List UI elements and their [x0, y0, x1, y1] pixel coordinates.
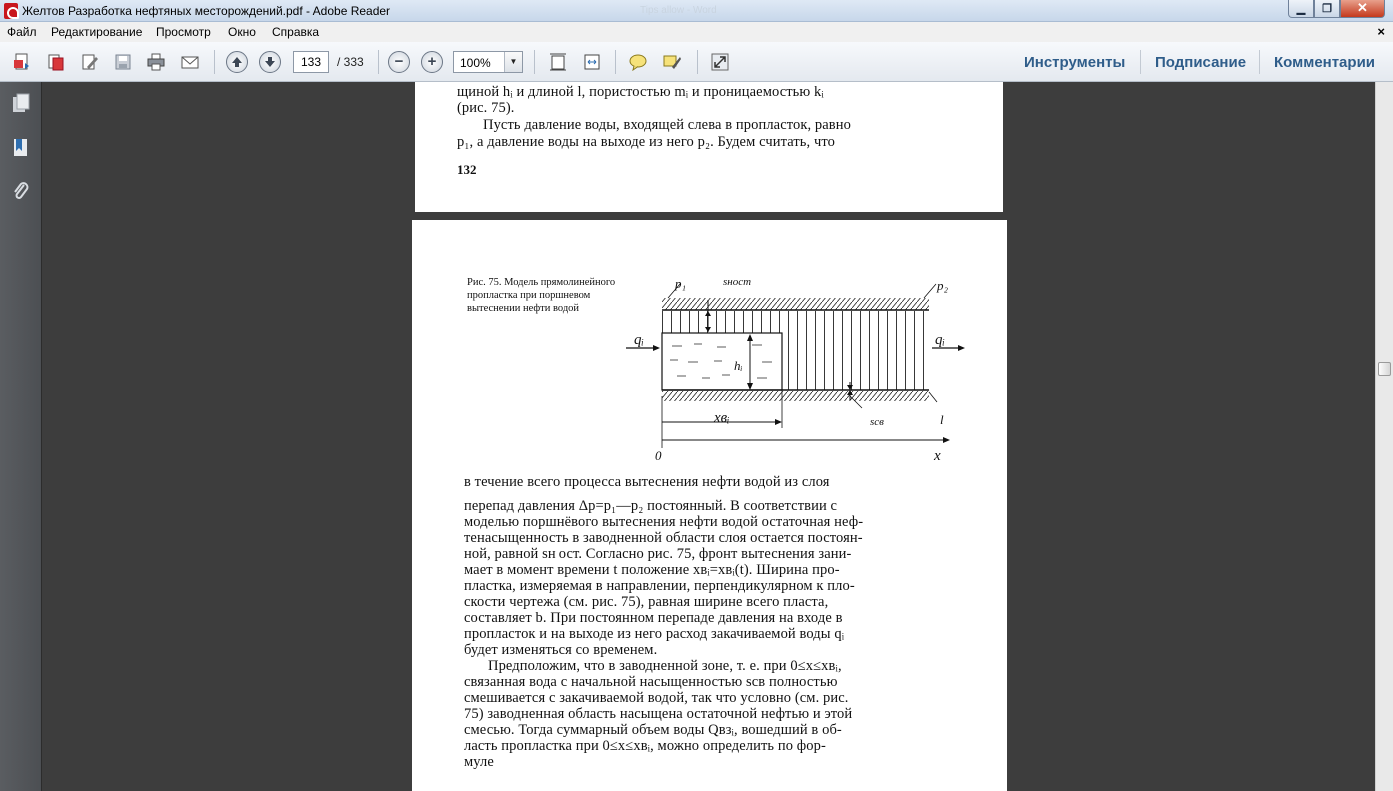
- document-view[interactable]: [42, 82, 1375, 791]
- toolbar-separator: [615, 50, 616, 74]
- toolbar-separator: [378, 50, 379, 74]
- label-qi-right: qᵢ: [935, 332, 945, 348]
- toolbar-separator: [534, 50, 535, 74]
- page-number-label: 132: [457, 162, 477, 177]
- toolbar-separator: [1140, 50, 1141, 74]
- comment-bubble-icon: [629, 53, 647, 71]
- page-text-line: смешивается с закачиваемой водой, так что условно (см. рис.: [464, 690, 849, 706]
- close-window-button[interactable]: [1340, 0, 1385, 18]
- page-number-input[interactable]: 133: [293, 51, 329, 73]
- combine-files-button[interactable]: [44, 51, 68, 73]
- fit-width-button[interactable]: [580, 51, 604, 73]
- page-text-line: p₁, а давление воды на выходе из него p₂. Будем считать, что: [457, 134, 835, 150]
- zoom-in-button[interactable]: +: [421, 51, 443, 73]
- restore-icon: ❐: [1322, 3, 1332, 15]
- menu-view[interactable]: Просмотр: [156, 25, 211, 39]
- water-zone: [662, 333, 782, 390]
- oil-zone: [782, 333, 929, 390]
- label-hi: hᵢ: [734, 358, 743, 373]
- label-s-nost: sност: [723, 276, 752, 288]
- label-p1: p₁: [675, 276, 687, 291]
- page-text-line: Пусть давление воды, входящей слева в пропласток, равно: [483, 117, 851, 133]
- page-text-line: составляет b. При постоянном перепаде давления на входе в: [464, 610, 843, 626]
- label-origin: 0: [655, 448, 662, 463]
- page-text-line: (рис. 75).: [457, 100, 515, 116]
- menu-edit[interactable]: Редактирование: [51, 25, 143, 39]
- ghost-window-text: Tips allow - Word: [640, 5, 717, 16]
- close-document-icon[interactable]: ×: [1377, 24, 1385, 39]
- edit-document-button[interactable]: [78, 51, 102, 73]
- fit-page-icon: [549, 53, 567, 71]
- toolbar-separator: [1259, 50, 1260, 74]
- highlighter-icon: [663, 53, 681, 71]
- label-l: l: [940, 412, 944, 427]
- fit-page-button[interactable]: [546, 51, 570, 73]
- navigation-pane: [0, 82, 42, 791]
- maximize-button[interactable]: [1314, 0, 1340, 18]
- page-text-line: в течение всего процесса вытеснения нефти водой из слоя: [464, 474, 830, 490]
- comments-pane-link[interactable]: Комментарии: [1274, 54, 1376, 71]
- minimize-button[interactable]: [1288, 0, 1314, 18]
- edit-document-icon: [81, 53, 99, 71]
- sign-pane-link[interactable]: Подписание: [1155, 54, 1247, 71]
- page-total: / 333: [337, 55, 364, 69]
- full-screen-button[interactable]: [708, 51, 732, 73]
- expand-icon: [711, 53, 729, 71]
- page-text-line: Предположим, что в заводненной зоне, т. е. при 0≤x≤xвᵢ,: [488, 658, 842, 674]
- residual-oil-zone: [662, 311, 929, 333]
- combine-files-icon: [47, 53, 65, 71]
- window-title: Желтов Разработка нефтяных месторождений.pdf - Adobe Reader: [22, 4, 391, 18]
- figure-caption: Рис. 75. Модель прямолинейного пропластка при поршневом вытеснении нефти водой: [467, 277, 616, 315]
- toolbar-separator: [697, 50, 698, 74]
- adobe-reader-icon: [4, 3, 18, 19]
- bottom-boundary-hatch: [662, 391, 929, 401]
- toolbar-separator: [214, 50, 215, 74]
- menu-window[interactable]: Окно: [228, 25, 256, 39]
- page-text-line: смесью. Тогда суммарный объем воды Qвзᵢ, вошедший в об-: [464, 722, 842, 738]
- menu-help[interactable]: Справка: [272, 25, 320, 39]
- next-page-button[interactable]: [259, 51, 281, 73]
- zoom-value: 100%: [460, 56, 491, 70]
- save-button[interactable]: [111, 51, 135, 73]
- page-text-line: перепад давления Δp=p₁—p₂ постоянный. В соответствии с: [464, 498, 838, 514]
- label-x-axis: x: [934, 448, 941, 464]
- create-pdf-icon: [13, 53, 31, 71]
- pdf-page-133: [412, 220, 1007, 791]
- top-boundary-hatch: [662, 298, 929, 310]
- email-button[interactable]: [178, 51, 202, 73]
- figure-75-diagram: [622, 278, 967, 468]
- zoom-select[interactable]: [453, 51, 523, 73]
- arrow-up-icon: [230, 55, 244, 69]
- attachments-icon[interactable]: [10, 180, 32, 202]
- menu-bar: [0, 22, 1393, 42]
- label-p2: p₂: [937, 278, 949, 293]
- page-text-line: муле: [464, 754, 494, 770]
- zoom-out-button[interactable]: −: [388, 51, 410, 73]
- pdf-page-132: [415, 82, 1003, 212]
- save-icon: [114, 53, 132, 71]
- page-thumbnails-icon[interactable]: [10, 92, 32, 114]
- label-s-sv: sсв: [870, 416, 884, 428]
- vertical-scrollbar[interactable]: [1375, 82, 1393, 791]
- menu-file[interactable]: Файл: [7, 25, 37, 39]
- page-text-line: мает в момент времени t положение xвᵢ=xвᵢ(t). Ширина про-: [464, 562, 840, 578]
- page-text-line: 75) заводненная область насыщена остаточной нефтью и этой: [464, 706, 853, 722]
- page-text-line: пропласток и на выходе из него расход закачиваемой воды qᵢ: [464, 626, 845, 642]
- page-text-line: тенасыщенность в заводненной области слоя остается постоян-: [464, 530, 863, 546]
- minimize-icon: ▁: [1296, 3, 1306, 15]
- scrollbar-thumb[interactable]: [1378, 362, 1391, 376]
- previous-page-button[interactable]: [226, 51, 248, 73]
- fit-width-icon: [583, 53, 601, 71]
- highlight-button[interactable]: [660, 51, 684, 73]
- create-pdf-button[interactable]: [10, 51, 34, 73]
- email-icon: [181, 53, 199, 71]
- arrow-down-icon: [263, 55, 277, 69]
- page-text-line: ласть пропластка при 0≤x≤xвᵢ, можно определить по фор-: [464, 738, 826, 754]
- page-text-line: скости чертежа (см. рис. 75), равная ширине всего пласта,: [464, 594, 829, 610]
- close-icon: ✕: [1357, 0, 1368, 15]
- page-text-line: моделью поршнёвого вытеснения нефти водой остаточная неф-: [464, 514, 864, 530]
- page-text-line: пластка, измеряемая в направлении, перпендикулярном к пло-: [464, 578, 855, 594]
- print-icon: [147, 53, 165, 71]
- page-text-line: щиной hᵢ и длиной l, пористостью mᵢ и проницаемостью kᵢ: [457, 84, 824, 100]
- title-bar: [0, 0, 1393, 22]
- label-qi-left: qᵢ: [634, 332, 644, 348]
- add-comment-button[interactable]: [626, 51, 650, 73]
- label-xvi: xвᵢ: [714, 410, 730, 426]
- page-text-line: ной, равной sн ост. Согласно рис. 75, фронт вытеснения зани-: [464, 546, 852, 562]
- tools-pane-link[interactable]: Инструменты: [1024, 54, 1126, 71]
- page-text-line: будет изменяться со временем.: [464, 642, 658, 658]
- print-button[interactable]: [144, 51, 168, 73]
- bookmarks-icon[interactable]: [10, 136, 32, 158]
- chevron-down-icon[interactable]: ▼: [504, 52, 522, 72]
- page-text-line: связанная вода с начальной насыщенностью sсв полностью: [464, 674, 838, 690]
